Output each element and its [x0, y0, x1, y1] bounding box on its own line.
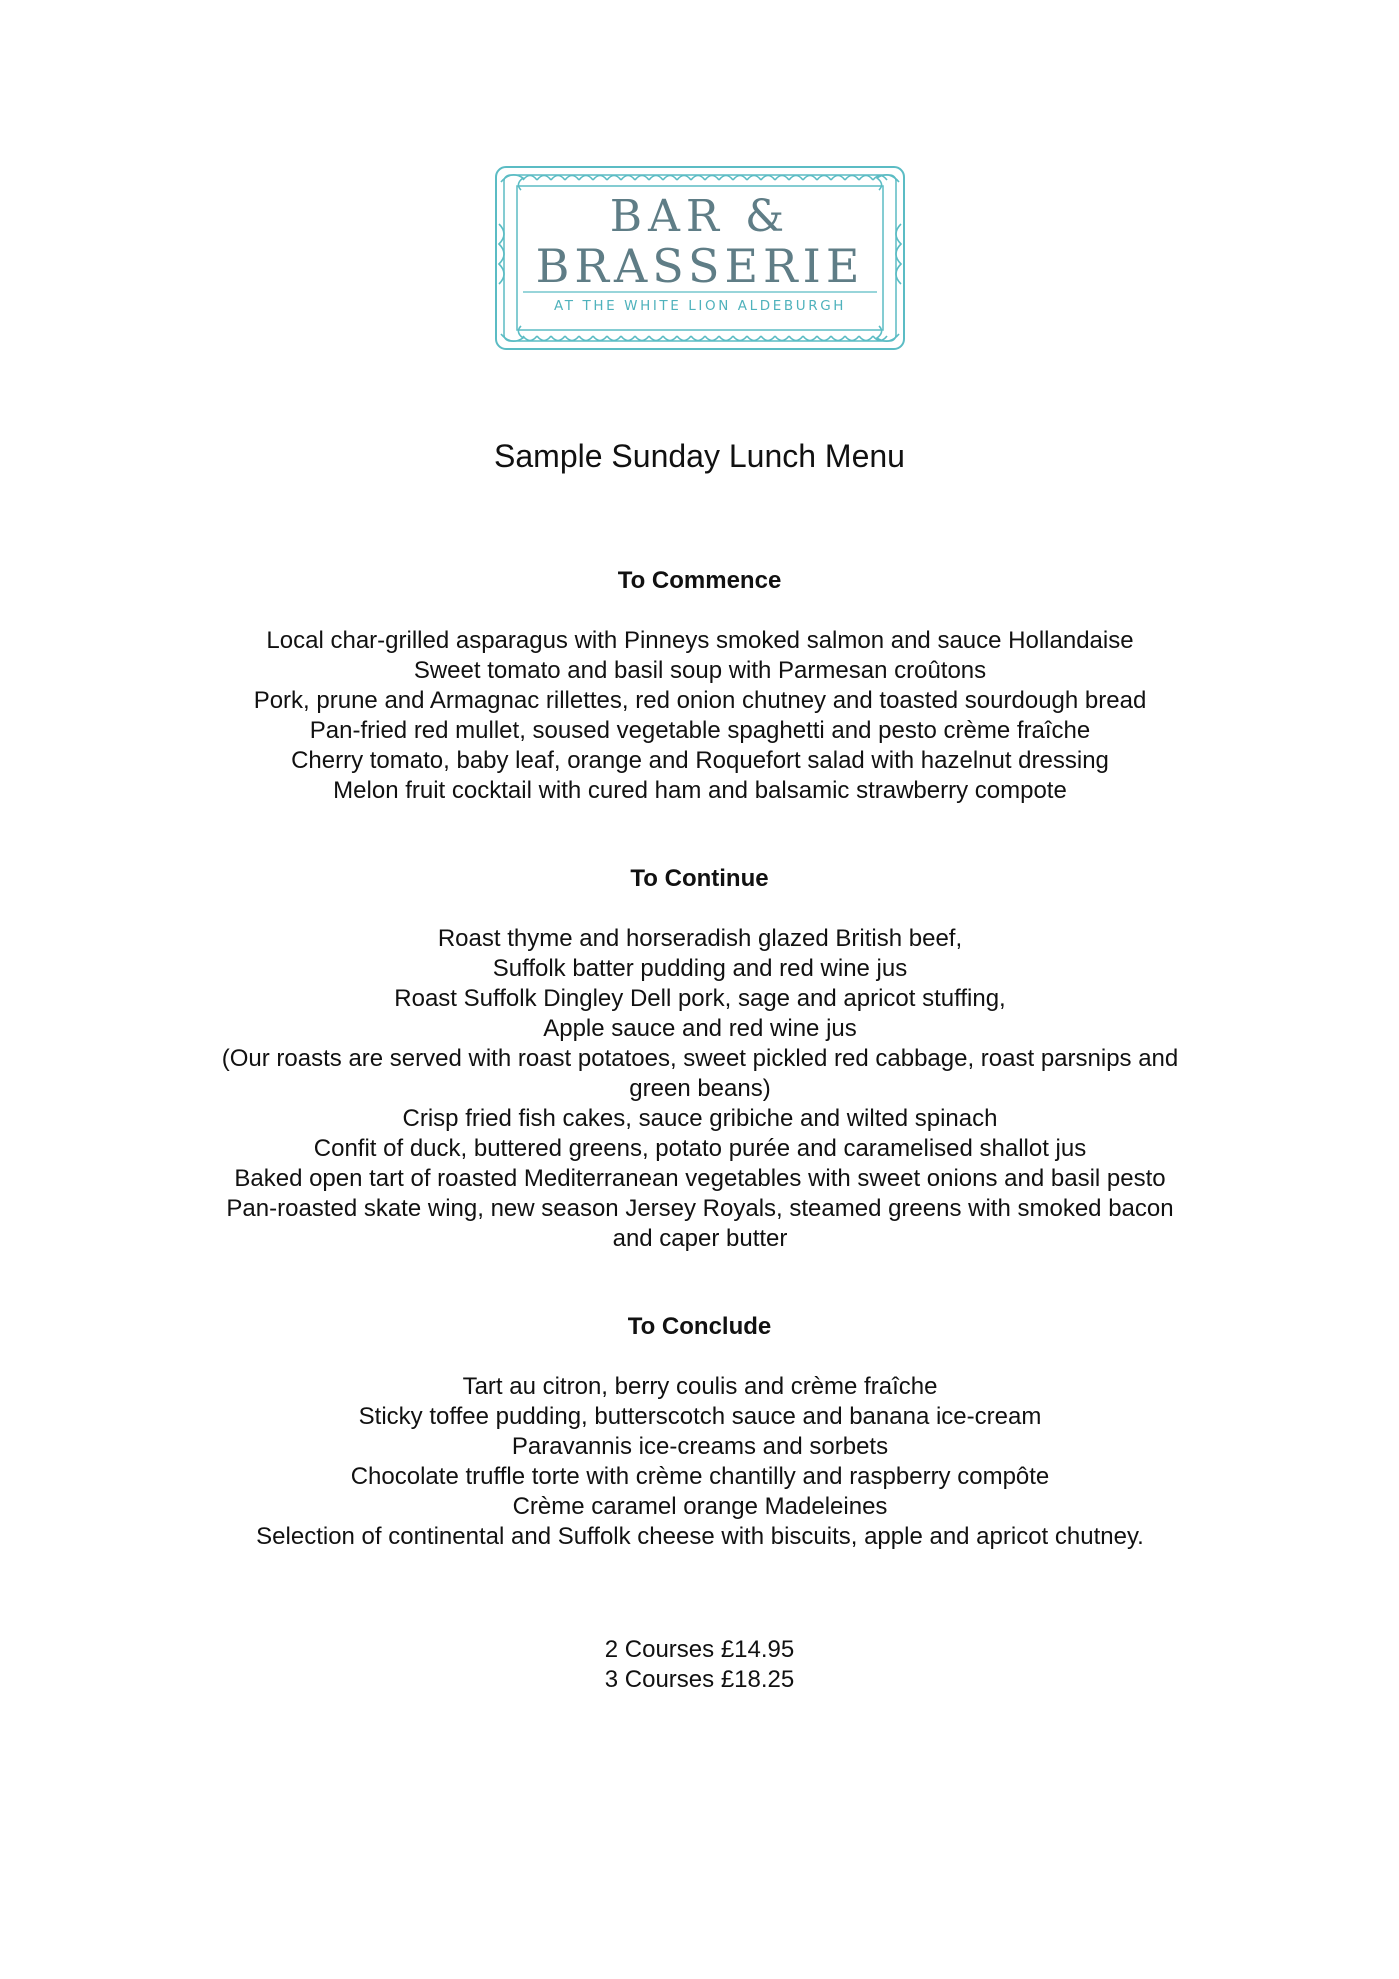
menu-item: Sweet tomato and basil soup with Parmesan croûtons: [413, 657, 987, 684]
frame-scallop: [817, 176, 831, 181]
menu-item: Cherry tomato, baby leaf, orange and Roquefort salad with hazelnut dressing: [291, 747, 1109, 774]
section-items-continue: [160, 924, 1240, 1254]
logo-tagline: AT THE WHITE LION ALDEBURGH: [553, 298, 847, 314]
frame-scallop: [831, 176, 845, 181]
menu-item: Baked open tart of roasted Mediterranean vegetables with sweet onions and basil pesto: [234, 1165, 1166, 1192]
frame-scallop: [621, 336, 635, 341]
frame-scallop: [579, 176, 593, 181]
frame-scallop: [579, 336, 593, 341]
course-prices: [0, 1635, 1399, 1695]
price-line: 2 Courses £14.95: [604, 1636, 795, 1663]
menu-item: Crisp fried fish cakes, sauce gribiche and wilted spinach: [402, 1105, 998, 1132]
frame-scallop: [789, 176, 803, 181]
frame-scallop: [565, 336, 579, 341]
section-items-conclude: [160, 1372, 1240, 1552]
frame-scallop: [803, 336, 817, 341]
bar-brasserie-logo: [493, 164, 907, 352]
frame-scallop: [789, 336, 803, 341]
frame-scallop: [677, 336, 691, 341]
frame-scallop: [845, 176, 859, 181]
logo-text-line1: BAR &: [609, 191, 791, 242]
menu-item: Chocolate truffle torte with crème chantilly and raspberry compôte: [350, 1463, 1050, 1490]
frame-scallop: [859, 336, 873, 341]
frame-scallop: [719, 336, 733, 341]
frame-scallop: [691, 336, 705, 341]
menu-item: Local char-grilled asparagus with Pinneys smoked salmon and sauce Hollandaise: [266, 627, 1134, 654]
frame-scallop: [705, 176, 719, 181]
frame-scallop: [621, 176, 635, 181]
frame-scallop: [593, 336, 607, 341]
frame-scallop: [523, 176, 537, 181]
menu-title: Sample Sunday Lunch Menu: [494, 438, 905, 474]
menu-item: Roast thyme and horseradish glazed British beef,: [437, 925, 963, 952]
logo-text-line2: BRASSERIE: [535, 239, 865, 293]
menu-item: Tart au citron, berry coulis and crème fraîche: [462, 1373, 938, 1400]
menu-item: Suffolk batter pudding and red wine jus: [492, 955, 908, 982]
menu-item: Apple sauce and red wine jus: [543, 1015, 857, 1042]
frame-scallop: [635, 336, 649, 341]
frame-scallop: [845, 336, 859, 341]
frame-scallop: [803, 176, 817, 181]
frame-scallop: [663, 176, 677, 181]
frame-scallop: [649, 176, 663, 181]
frame-scallop: [663, 336, 677, 341]
frame-scallop: [537, 176, 551, 181]
frame-scallop: [831, 336, 845, 341]
frame-scallop: [607, 336, 621, 341]
frame-scallop: [607, 176, 621, 181]
frame-scallop: [649, 336, 663, 341]
frame-scallop: [705, 336, 719, 341]
section-heading-continue: To Continue: [630, 865, 769, 892]
frame-scallop: [817, 336, 831, 341]
frame-scallop: [593, 176, 607, 181]
frame-scallop: [747, 336, 761, 341]
frame-scallop: [761, 336, 775, 341]
frame-scallop: [761, 176, 775, 181]
menu-item: Confit of duck, buttered greens, potato purée and caramelised shallot jus: [313, 1135, 1087, 1162]
menu-item: Pan-roasted skate wing, new season Jersey Royals, steamed greens with smoked bacon: [226, 1195, 1174, 1222]
frame-scallop: [859, 176, 873, 181]
menu-item: Pork, prune and Armagnac rillettes, red onion chutney and toasted sourdough bread: [253, 687, 1147, 714]
frame-scallop: [775, 176, 789, 181]
frame-scallop: [733, 336, 747, 341]
section-items-commence: [160, 626, 1240, 806]
frame-scallop: [719, 176, 733, 181]
menu-item: Pan-fried red mullet, soused vegetable spaghetti and pesto crème fraîche: [309, 717, 1091, 744]
menu-item: Sticky toffee pudding, butterscotch sauce and banana ice-cream: [358, 1403, 1042, 1430]
frame-scallop: [747, 176, 761, 181]
menu-item: Selection of continental and Suffolk cheese with biscuits, apple and apricot chutney.: [256, 1523, 1144, 1550]
price-line: 3 Courses £18.25: [604, 1666, 795, 1693]
frame-scallop: [635, 176, 649, 181]
menu-item: Paravannis ice-creams and sorbets: [511, 1433, 889, 1460]
frame-scallop: [691, 176, 705, 181]
frame-scallop: [733, 176, 747, 181]
menu-item: green beans): [629, 1075, 771, 1102]
menu-item: Melon fruit cocktail with cured ham and balsamic strawberry compote: [333, 777, 1067, 804]
section-heading-conclude: To Conclude: [627, 1313, 772, 1340]
menu-item: (Our roasts are served with roast potatoes, sweet pickled red cabbage, roast parsnips and: [221, 1045, 1179, 1072]
frame-scallop: [537, 336, 551, 341]
frame-scallop: [523, 336, 537, 341]
frame-scallop: [775, 336, 789, 341]
menu-item: and caper butter: [612, 1225, 788, 1252]
frame-scallop: [565, 176, 579, 181]
frame-scallop: [677, 176, 691, 181]
section-heading-commence: To Commence: [617, 567, 782, 594]
frame-scallop: [551, 336, 565, 341]
menu-item: Crème caramel orange Madeleines: [512, 1493, 888, 1520]
menu-item: Roast Suffolk Dingley Dell pork, sage and apricot stuffing,: [394, 985, 1006, 1012]
frame-scallop: [551, 176, 565, 181]
